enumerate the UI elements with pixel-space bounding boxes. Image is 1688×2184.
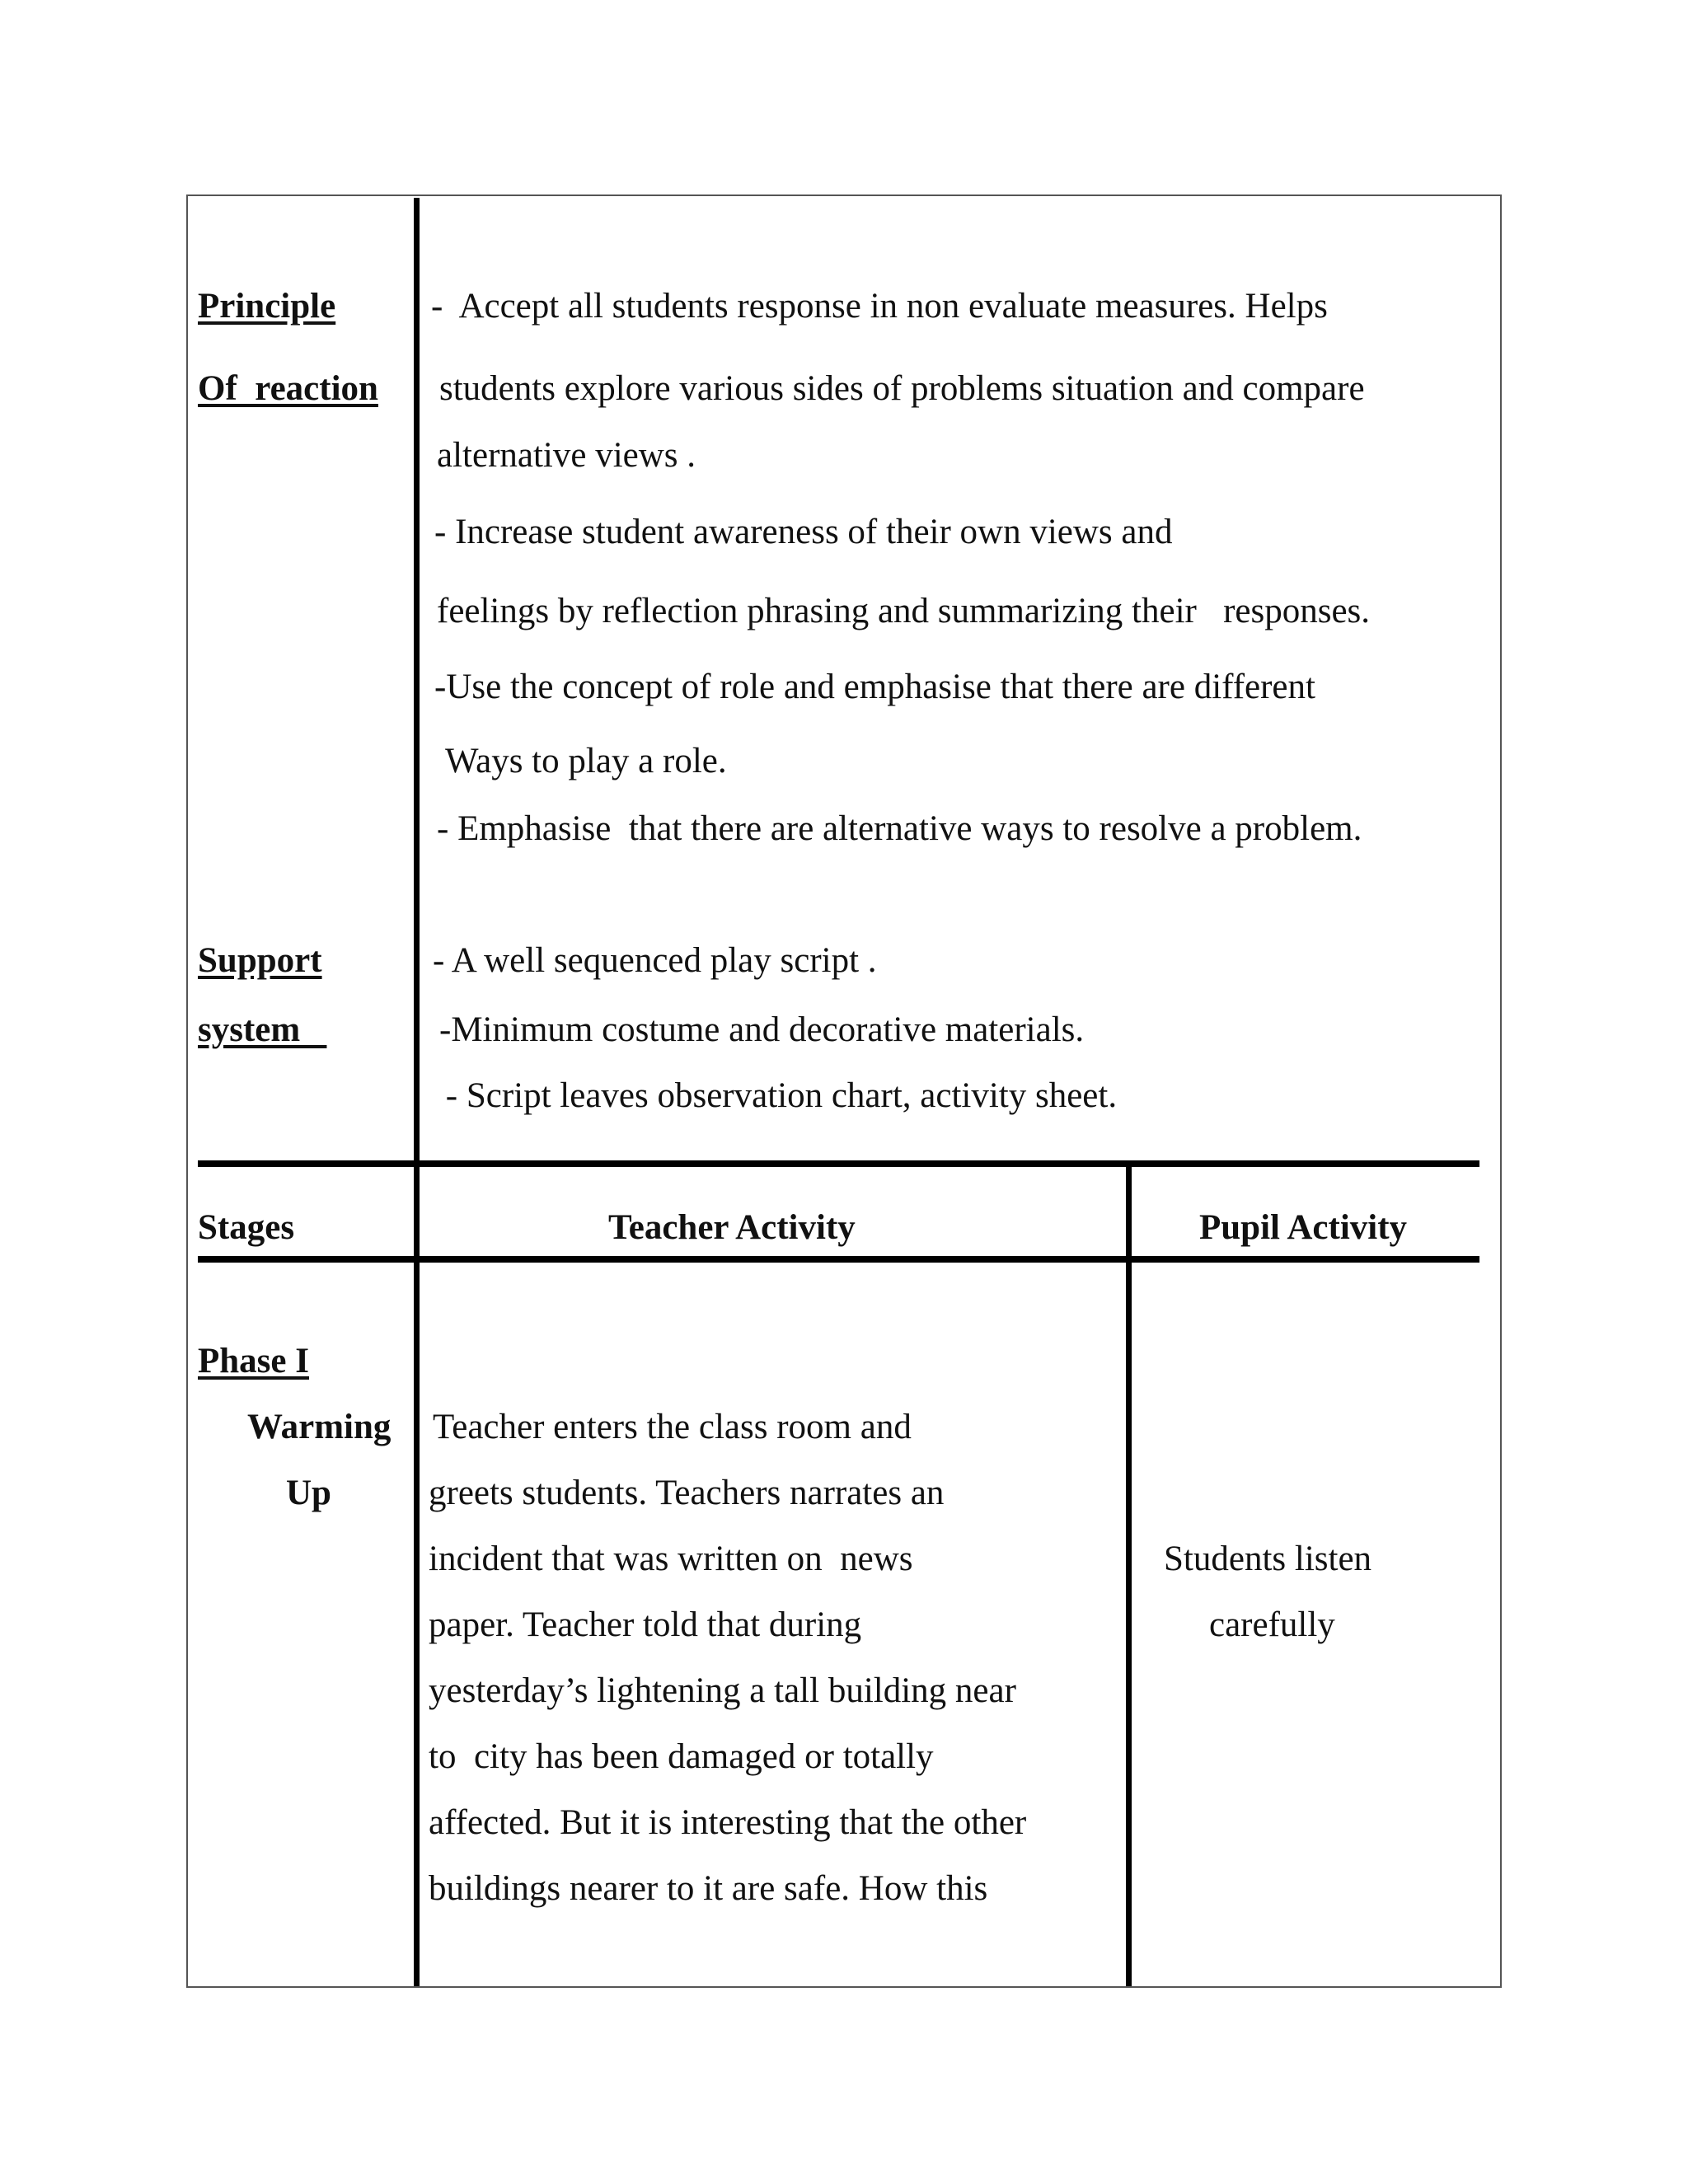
support-line: -Minimum costume and decorative materials.: [439, 1010, 1085, 1049]
principle-line: students explore various sides of problems situation and compare: [439, 369, 1365, 408]
stages-header: Stages: [198, 1208, 295, 1247]
stage-name-line2: Up: [286, 1474, 331, 1512]
system-label: system: [198, 1010, 327, 1049]
principle-line: alternative views .: [437, 436, 696, 475]
table-top-rule: [198, 1160, 1479, 1167]
pupil-column-divider: [1126, 1164, 1132, 1986]
support-line: - Script leaves observation chart, activity sheet.: [437, 1076, 1118, 1115]
principle-line: feelings by reflection phrasing and summarizing their responses.: [437, 592, 1371, 630]
pupil-activity-line2: carefully: [1209, 1605, 1335, 1644]
header-bottom-rule: [198, 1256, 1479, 1263]
principle-line: - Increase student awareness of their own views and: [434, 513, 1173, 551]
of-reaction-label: Of reaction: [198, 369, 378, 408]
principle-label: Principle: [198, 287, 336, 326]
teacher-activity-line: buildings nearer to it are safe. How this: [429, 1869, 988, 1908]
support-label: Support: [198, 941, 322, 980]
teacher-activity-line: yesterday’s lightening a tall building near: [429, 1671, 1016, 1710]
pupil-activity-line1: Students listen: [1164, 1540, 1372, 1578]
stage-name-line1: Warming: [247, 1408, 392, 1446]
teacher-activity-header: Teacher Activity: [608, 1208, 856, 1247]
teacher-activity-line: to city has been damaged or totally: [429, 1737, 934, 1776]
teacher-activity-line: paper. Teacher told that during: [429, 1605, 862, 1644]
phase-title: Phase I: [198, 1342, 309, 1380]
teacher-activity-line: affected. But it is interesting that the other: [429, 1803, 1027, 1842]
principle-line: - Accept all students response in non evaluate measures. Helps: [431, 287, 1328, 326]
teacher-activity-line: Teacher enters the class room and: [433, 1408, 912, 1446]
principle-line: Ways to play a role.: [437, 742, 727, 780]
teacher-activity-line: incident that was written on news: [429, 1540, 913, 1578]
principle-line: - Emphasise that there are alternative ways to resolve a problem.: [437, 809, 1362, 848]
principle-line: -Use the concept of role and emphasise that there are different: [434, 668, 1315, 706]
teacher-activity-line: greets students. Teachers narrates an: [429, 1474, 945, 1512]
pupil-activity-header: Pupil Activity: [1199, 1208, 1408, 1247]
left-column-divider: [414, 198, 420, 1986]
support-line: - A well sequenced play script .: [433, 941, 877, 980]
